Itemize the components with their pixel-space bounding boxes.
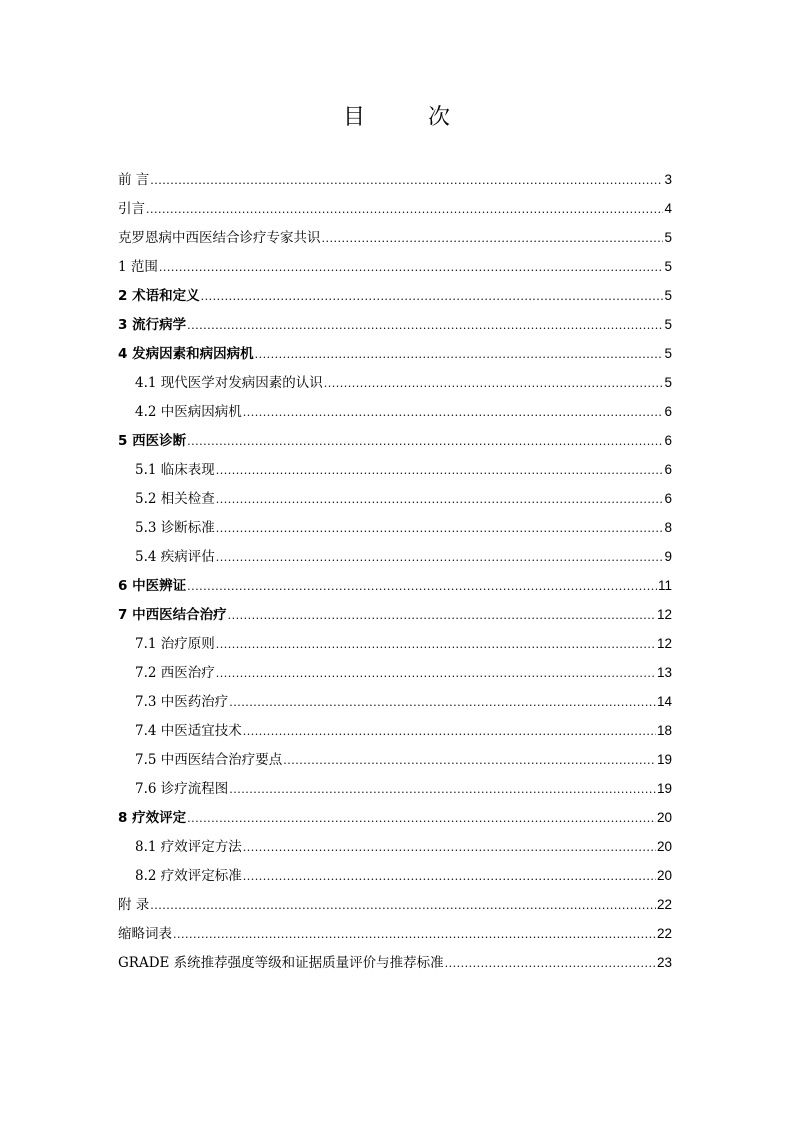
toc-leader-dots bbox=[159, 261, 664, 274]
toc-entry[interactable] bbox=[118, 545, 672, 574]
toc-entry-label: 附 录 bbox=[118, 897, 150, 913]
toc-leader-dots bbox=[243, 870, 656, 883]
toc-entry-label: 7.6 诊疗流程图 bbox=[135, 781, 229, 797]
toc-leader-dots bbox=[283, 754, 656, 767]
toc-leader-dots bbox=[324, 377, 664, 390]
toc-entry[interactable] bbox=[118, 690, 672, 719]
toc-entry-label: 7.2 西医治疗 bbox=[135, 665, 215, 681]
toc-entry-page: 19 bbox=[656, 752, 672, 767]
toc-leader-dots bbox=[173, 928, 656, 941]
toc-entry-label: 5 西医诊断 bbox=[118, 433, 187, 449]
toc-entry-page: 13 bbox=[656, 665, 672, 680]
toc-leader-dots bbox=[150, 174, 663, 187]
toc-leader-dots bbox=[445, 957, 656, 970]
toc-entry-page: 14 bbox=[656, 694, 672, 709]
toc-entry-page: 20 bbox=[656, 810, 672, 825]
toc-entry[interactable] bbox=[118, 806, 672, 835]
toc-entry[interactable] bbox=[118, 922, 672, 951]
toc-entry-label: 4.2 中医病因病机 bbox=[135, 404, 242, 420]
toc-leader-dots bbox=[216, 638, 656, 651]
toc-entry[interactable] bbox=[118, 951, 672, 980]
toc-entry-label: 7.5 中西医结合治疗要点 bbox=[135, 752, 283, 768]
toc-leader-dots bbox=[243, 406, 664, 419]
page-title: 目 次 bbox=[343, 105, 478, 130]
toc-entry-page: 6 bbox=[664, 491, 672, 506]
toc-entry[interactable] bbox=[118, 400, 672, 429]
toc-leader-dots bbox=[146, 203, 663, 216]
toc-entry-page: 12 bbox=[656, 636, 672, 651]
toc-entry-page: 5 bbox=[664, 375, 672, 390]
toc-entry-label: 5.1 临床表现 bbox=[135, 462, 215, 478]
toc-entry[interactable] bbox=[118, 777, 672, 806]
toc-leader-dots bbox=[229, 783, 656, 796]
toc-entry-page: 8 bbox=[664, 520, 672, 535]
toc-leader-dots bbox=[255, 348, 664, 361]
toc-entry-label: 1 范围 bbox=[118, 259, 158, 275]
toc-entry-page: 6 bbox=[664, 433, 672, 448]
toc-entry-label: 6 中医辨证 bbox=[118, 578, 187, 594]
toc-entry[interactable] bbox=[118, 574, 672, 603]
toc-entry[interactable] bbox=[118, 603, 672, 632]
toc-entry[interactable] bbox=[118, 661, 672, 690]
toc-leader-dots bbox=[216, 667, 656, 680]
toc-leader-dots bbox=[187, 435, 663, 448]
toc-leader-dots bbox=[216, 551, 664, 564]
toc-entry-page: 4 bbox=[664, 201, 672, 216]
toc-entry[interactable] bbox=[118, 197, 672, 226]
toc-entry-page: 5 bbox=[664, 346, 672, 361]
toc-leader-dots bbox=[216, 493, 664, 506]
toc-entry-label: 2 术语和定义 bbox=[118, 288, 200, 304]
toc-leader-dots bbox=[150, 899, 656, 912]
toc-entry-label: 3 流行病学 bbox=[118, 317, 187, 333]
toc-entry-page: 11 bbox=[657, 578, 672, 593]
toc-entry[interactable] bbox=[118, 371, 672, 400]
toc-leader-dots bbox=[243, 841, 656, 854]
toc-entry-label: 7.1 治疗原则 bbox=[135, 636, 215, 652]
toc-entry-page: 22 bbox=[656, 897, 672, 912]
toc-leader-dots bbox=[201, 290, 664, 303]
toc-entry-label: 7 中西医结合治疗 bbox=[118, 607, 227, 623]
toc-entry-label: 克罗恩病中西医结合诊疗专家共识 bbox=[118, 230, 321, 246]
toc-entry-label: 8.2 疗效评定标准 bbox=[135, 868, 242, 884]
toc-entry-label: GRADE 系统推荐强度等级和证据质量评价与推荐标准 bbox=[118, 955, 444, 971]
toc-leader-dots bbox=[229, 696, 656, 709]
toc-leader-dots bbox=[243, 725, 656, 738]
toc-entry[interactable] bbox=[118, 458, 672, 487]
toc-entry-label: 7.3 中医药治疗 bbox=[135, 694, 229, 710]
toc-entry[interactable] bbox=[118, 835, 672, 864]
toc-entry-label: 7.4 中医适宜技术 bbox=[135, 723, 242, 739]
toc-entry[interactable] bbox=[118, 342, 672, 371]
toc-entry-label: 4 发病因素和病因病机 bbox=[118, 346, 254, 362]
toc-entry[interactable] bbox=[118, 516, 672, 545]
toc-entry-page: 5 bbox=[664, 317, 672, 332]
toc-entry-page: 20 bbox=[656, 868, 672, 883]
toc-entry-label: 5.4 疾病评估 bbox=[135, 549, 215, 565]
toc-entry-label: 8.1 疗效评定方法 bbox=[135, 839, 242, 855]
toc-entry-label: 4.1 现代医学对发病因素的认识 bbox=[135, 375, 323, 391]
toc-entry[interactable] bbox=[118, 429, 672, 458]
toc-entry-page: 9 bbox=[664, 549, 672, 564]
toc-entry-label: 引言 bbox=[118, 201, 145, 217]
toc-entry-page: 19 bbox=[656, 781, 672, 796]
toc-entry[interactable] bbox=[118, 632, 672, 661]
toc-entry-label: 前 言 bbox=[118, 172, 150, 188]
toc-leader-dots bbox=[187, 319, 663, 332]
toc-entry-label: 8 疗效评定 bbox=[118, 810, 187, 826]
toc-entry-label: 5.3 诊断标准 bbox=[135, 520, 215, 536]
toc-entry-page: 5 bbox=[664, 230, 672, 245]
toc-entry-page: 12 bbox=[656, 607, 672, 622]
toc-entry-page: 22 bbox=[656, 926, 672, 941]
toc-entry-page: 6 bbox=[664, 404, 672, 419]
table-of-contents bbox=[118, 168, 672, 980]
toc-entry-page: 18 bbox=[656, 723, 672, 738]
toc-leader-dots bbox=[216, 464, 664, 477]
toc-entry-page: 6 bbox=[664, 462, 672, 477]
toc-entry[interactable] bbox=[118, 748, 672, 777]
toc-leader-dots bbox=[216, 522, 664, 535]
toc-entry[interactable] bbox=[118, 313, 672, 342]
toc-entry[interactable] bbox=[118, 893, 672, 922]
toc-leader-dots bbox=[322, 232, 664, 245]
toc-entry-page: 3 bbox=[664, 172, 672, 187]
toc-entry-label: 缩略词表 bbox=[118, 926, 172, 942]
toc-leader-dots bbox=[187, 812, 656, 825]
toc-entry-page: 5 bbox=[664, 288, 672, 303]
toc-entry-page: 5 bbox=[664, 259, 672, 274]
toc-entry[interactable] bbox=[118, 226, 672, 255]
toc-entry-page: 23 bbox=[656, 955, 672, 970]
toc-entry[interactable] bbox=[118, 168, 672, 197]
toc-entry[interactable] bbox=[118, 284, 672, 313]
toc-leader-dots bbox=[228, 609, 656, 622]
toc-entry-page: 20 bbox=[656, 839, 672, 854]
toc-entry[interactable] bbox=[118, 487, 672, 516]
toc-entry[interactable] bbox=[118, 719, 672, 748]
toc-entry-label: 5.2 相关检查 bbox=[135, 491, 215, 507]
toc-entry[interactable] bbox=[118, 864, 672, 893]
toc-leader-dots bbox=[187, 580, 657, 593]
toc-entry[interactable] bbox=[118, 255, 672, 284]
